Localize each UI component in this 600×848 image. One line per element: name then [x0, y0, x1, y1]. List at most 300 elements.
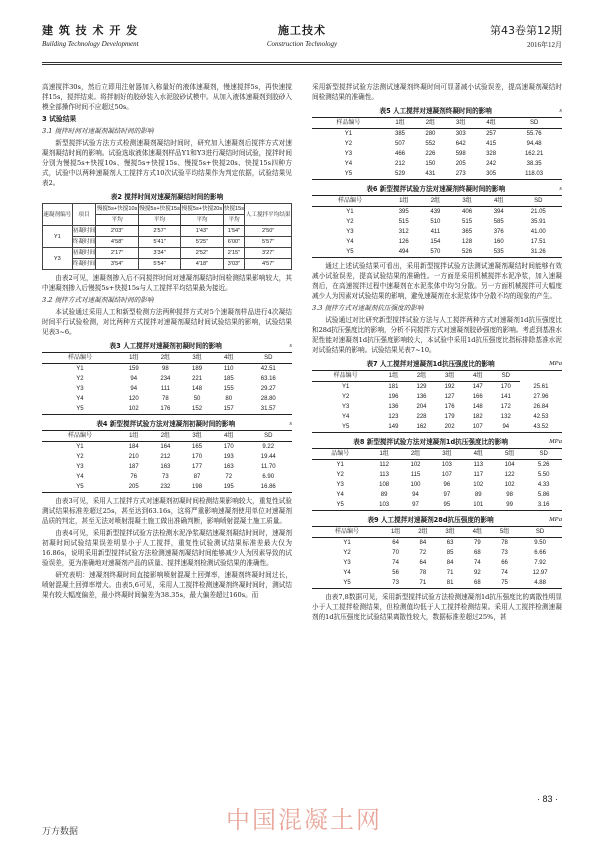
table-title: 表9 人工搅拌对速凝剂28d抗压强度的影响	[367, 516, 494, 524]
table-2	[42, 203, 292, 270]
table-cell: 415	[486, 141, 497, 147]
table-cell: 411	[430, 229, 441, 235]
table-cell: 103	[379, 502, 390, 508]
table-cell: 187	[128, 464, 139, 470]
paragraph: 新型搅拌试验方法方式检测速凝剂凝结时间时，研究加入速凝剂后搅拌方式对速凝剂凝结时间的影响。试验选取液体速凝剂样品Y1和Y3进行凝结时间试验，搅拌时间分别为慢搅5s+快搅10s、慢搅5s+快搅15s、慢搅5s+快搅20s、快搅15s四种方式，试验中以两种速凝剂人工搅拌方式10次试验平均结果作为判定依据，试验结果见表2。	[42, 139, 292, 187]
table-row	[312, 490, 562, 500]
table-cell: 163	[223, 464, 234, 470]
table-header-cell: 3组	[436, 371, 464, 382]
table-cell: 50	[193, 396, 201, 402]
table-cell: 63	[446, 540, 454, 546]
table-header-cell: 1组	[388, 196, 420, 207]
table-cell: 73	[392, 580, 399, 586]
paragraph: 研究表明：速凝剂终凝时间直接影响喷射混凝土回弹率，速凝剂终凝时间过长，喷射混凝土回弹率增大。由表5,6可见，采用人工搅拌检测速凝剂终凝时间时，测试结果有较大幅度偏差，最小终凝时间偏差为38.35s，最大偏差超过160s。而	[42, 571, 292, 599]
table-cell: 136	[416, 394, 427, 400]
table-cell: 136	[388, 404, 399, 410]
table-cell: 395	[398, 209, 409, 215]
table-cell: 84	[419, 540, 427, 546]
table-cell: 141	[500, 394, 511, 400]
table-cell: 92	[473, 570, 481, 576]
right-column	[312, 82, 562, 624]
table-cell: 107	[441, 472, 452, 478]
table-cell: 148	[472, 404, 483, 410]
table-row	[312, 470, 562, 480]
table-cell: 4'57"	[245, 259, 292, 270]
table-cell: 95	[443, 502, 451, 508]
page-header	[42, 22, 562, 62]
table-header-cell: 3组	[451, 196, 483, 207]
table-cell: 170	[500, 384, 511, 390]
table-row	[312, 207, 562, 218]
table-cell: 73	[501, 550, 508, 556]
paragraph: 由表4可见，采用新型搅拌试验方法检测水泥净浆凝结速凝剂凝结时间时，速凝剂初凝时间试验结果误差明显小于人工搅拌，重复性试验测试结果标准差最大仅为16.86s，说明采用新型搅拌试验方法检测速凝剂凝结时间能够减少人为因素导致的试验误差，更为准确地对速凝剂产品的质量、搅拌速凝剂检测试验结果的准确性。	[42, 529, 292, 567]
table-cell: 226	[425, 151, 436, 157]
table-cell: 1'54"	[223, 226, 245, 237]
table-cell: 72	[419, 550, 427, 556]
table-cell: 166	[472, 394, 483, 400]
table-cell: 31.57	[260, 406, 276, 412]
table-row	[312, 460, 562, 471]
section-title	[42, 22, 562, 48]
table-8	[312, 448, 562, 511]
table-cell: 172	[500, 404, 511, 410]
table-cell: 385	[395, 131, 406, 137]
table-cell: Y3	[76, 464, 84, 470]
table-cell: Y5	[344, 171, 353, 177]
table-cell: 74	[392, 560, 399, 566]
table-row	[312, 558, 562, 568]
table-cell: 149	[388, 424, 399, 430]
table-cell: 507	[395, 141, 406, 147]
table-unit: s	[559, 185, 562, 192]
issue-info	[490, 22, 562, 50]
table-cell: Y1	[76, 366, 84, 372]
table-cell: Y4	[336, 492, 344, 498]
table-cell: 68	[473, 580, 481, 586]
table-header-cell: SD	[518, 527, 562, 538]
table-cell: 585	[493, 219, 504, 225]
table-cell: Y4	[344, 161, 353, 167]
subsection-heading: 3.3 搅拌方式对速凝剂抗压强度的影响	[312, 304, 424, 312]
table-cell: 5'54"	[138, 259, 180, 270]
table-unit: MPa	[549, 360, 562, 367]
table-row	[312, 578, 562, 589]
table-cell: 196	[388, 394, 399, 400]
table-cell: 6.66	[534, 550, 546, 556]
table-cell: 162	[416, 424, 427, 430]
table-cell: 21.05	[530, 209, 546, 215]
table-cell: 118.03	[525, 171, 544, 177]
table-header-cell: 1组	[379, 371, 407, 382]
table-cell: 终凝时间	[72, 259, 96, 270]
table-cell: Y2	[343, 550, 351, 556]
table-cell: 205	[128, 484, 139, 490]
table-cell: 94.48	[526, 141, 542, 147]
table-caption	[312, 437, 562, 447]
table-cell: 85	[446, 550, 454, 556]
table-header-cell: 慢搅5s+快搅20s	[181, 204, 223, 215]
table-cell: 257	[486, 131, 497, 137]
table-header-cell: 1组	[382, 527, 409, 538]
table-subheader-cell: 平均	[96, 215, 138, 226]
table-header-cell: SD	[525, 449, 562, 460]
table-cell: 176	[160, 406, 171, 412]
table-row	[312, 538, 562, 549]
table-cell: 365	[462, 229, 473, 235]
table-cell: Y1	[76, 444, 84, 450]
table-cell: Y3	[343, 560, 351, 566]
table-cell: 123	[388, 414, 399, 420]
table-title: 表5 人工搅拌对速凝剂终凝时间的影响	[379, 107, 492, 115]
table-cell: 234	[160, 376, 171, 382]
table-cell: Y4	[342, 414, 350, 420]
table-header-cell: 样品编号	[312, 527, 382, 538]
table-cell: 170	[223, 444, 234, 450]
table-cell: 2'03"	[96, 226, 138, 237]
table-cell: 56	[392, 570, 399, 576]
table-header-cell: 2组	[150, 353, 182, 364]
table-row	[312, 412, 562, 422]
table-cell: 232	[160, 484, 171, 490]
table-cell: 74	[501, 570, 508, 576]
section-title-cn: 施工技术	[278, 24, 326, 37]
table-cell: 7.92	[534, 560, 546, 566]
table-cell: 28.80	[260, 396, 276, 402]
table-cell: 108	[379, 482, 390, 488]
table-cell: 127	[444, 394, 455, 400]
table-cell: 94	[130, 386, 138, 392]
table-cell: 27.96	[533, 394, 549, 400]
table-unit: s	[559, 107, 562, 114]
table-cell: 212	[395, 161, 406, 167]
table-cell: 102	[410, 462, 421, 468]
table-cell: 5'25"	[181, 237, 223, 248]
table-header-cell: 快搅15s	[223, 204, 245, 215]
table-header-cell: 4组	[483, 196, 515, 207]
table-cell: 132	[500, 414, 511, 420]
table-cell: 2'57"	[138, 226, 180, 237]
table-cell: 193	[223, 454, 234, 460]
table-cell: 117	[473, 472, 484, 478]
table-header-cell: 3组	[436, 527, 463, 538]
table-cell: 25.61	[533, 383, 549, 390]
table-cell: 17.51	[530, 239, 546, 245]
table-cell: 147	[472, 384, 483, 390]
table-cell: 204	[416, 404, 427, 410]
journal-title-en: Building Technology Development	[42, 40, 139, 48]
table-cell: 494	[398, 249, 409, 255]
subsection-heading: 3.2 搅拌方式对速凝剂凝结时间的影响	[42, 296, 154, 304]
table-cell: 9.22	[262, 444, 275, 450]
table-cell: 102	[504, 482, 515, 488]
table-cell: 89	[474, 492, 482, 498]
header-rule-bottom	[42, 64, 562, 65]
table-header-cell: 慢搅5s+快搅10s	[96, 204, 138, 215]
table-cell: 5.86	[537, 492, 550, 498]
table-cell: 526	[462, 249, 473, 255]
table-header-cell: 2组	[150, 431, 182, 442]
table-7	[312, 370, 562, 433]
table-row	[43, 226, 292, 237]
table-header-cell: 3组	[181, 431, 213, 442]
table-cell: 4.33	[537, 482, 550, 488]
table-header-cell: 4组	[463, 449, 494, 460]
table-title: 表4 新型搅拌试验方法对速凝剂初凝时间的影响	[96, 420, 236, 428]
table-cell: 4'18"	[181, 259, 223, 270]
table-cell: 205	[455, 161, 466, 167]
table-unit: MPa	[549, 516, 562, 523]
paragraph: 试验通过对比研究新型搅拌试验方法与人工搅拌两种方式对速凝剂1d抗压强度比和28d抗压强度比的影响，分析不同搅拌方式对速凝剂胶砂强度的影响。考虑到基准水泥性能对速凝剂1d抗压强度影响较大，本试验中采用1d抗压强度比指标排除基准水泥对试验结果的影响。试验结果见表7~10。	[312, 316, 562, 354]
table-row	[312, 129, 562, 140]
table-caption	[312, 359, 562, 369]
table-cell: 212	[160, 454, 171, 460]
table-cell: 5.26	[537, 462, 550, 468]
table-cell: 64	[419, 560, 427, 566]
table-header-cell: 样品编号	[312, 118, 385, 129]
table-row	[42, 364, 292, 375]
table-header-cell: 样品编号	[42, 431, 118, 442]
table-cell: 273	[455, 171, 466, 177]
table-row	[43, 259, 292, 270]
table-cell: 242	[486, 161, 497, 167]
table-6	[312, 195, 562, 258]
table-cell: 128	[462, 239, 473, 245]
table-row	[312, 500, 562, 511]
table-cell: 84	[446, 560, 454, 566]
table-cell: 41.00	[530, 229, 546, 235]
table-header-cell: SD	[245, 431, 292, 442]
table-header-cell: 2组	[409, 527, 436, 538]
table-cell: 74	[473, 560, 481, 566]
table-cell: 179	[444, 414, 455, 420]
paragraph: 由表7,8数据可见，采用新型搅拌试验方法检测速凝剂1d抗压强度比的离散性明显小于人工搅拌检测结果，但检测值均低于人工搅拌检测结果。采用人工搅拌检测速凝剂的1d抗压强度比试验结果离散性较大，数据标准差超过25%，甚	[312, 593, 562, 621]
table-cell: 198	[192, 484, 203, 490]
paragraph: 通过上述试验结果可看出，采用新型搅拌试验方法测试速凝剂凝结时间能够有效减小试验误差，提高试验结果的准确性。一方面是采用机械搅拌水泥净浆，加入速凝剂后，在高速搅拌过程中速凝剂在水泥浆体中均匀分散。另一方面机械搅拌可大幅度减少人为因素对试验结果的影响，避免速凝剂在水泥浆体中分散不均的现象的产生。	[312, 262, 562, 300]
table-cell: 79	[473, 540, 481, 546]
table-cell: 4'58"	[96, 237, 138, 248]
table-cell: 97	[443, 492, 451, 498]
table-header-cell: 样品编号	[42, 353, 118, 364]
table-cell: 177	[192, 464, 203, 470]
table-caption	[42, 341, 292, 351]
paragraph: 本试验通过采用人工和新型检测方法两种搅拌方式对5个速凝剂样品进行4次凝结时间平行试验检测，对比两种方式搅拌对速凝剂凝结时间试验结果的影响，试验结果见表3~6。	[42, 308, 292, 336]
table-header-cell: 4组	[464, 527, 491, 538]
table-cell: 154	[430, 239, 441, 245]
table-caption	[312, 184, 562, 194]
table-cell: 5'57"	[245, 237, 292, 248]
table-cell: 42.53	[533, 414, 549, 420]
table-cell: 68	[473, 550, 481, 556]
table-unit: MPa	[549, 438, 562, 445]
table-cell: 76	[130, 474, 138, 480]
table-cell: 184	[128, 444, 139, 450]
table-cell: 70	[392, 550, 399, 556]
table-row	[312, 422, 562, 433]
table-row	[312, 159, 562, 169]
table-cell: Y3	[76, 386, 84, 392]
table-cell: 115	[410, 472, 421, 478]
table-cell: Y3	[43, 248, 73, 270]
table-header-cell: 5组	[494, 449, 525, 460]
table-cell: Y1	[346, 209, 354, 215]
table-cell: 439	[430, 209, 441, 215]
table-row	[312, 237, 562, 247]
table-cell: 155	[223, 386, 234, 392]
table-cell: 6'00"	[223, 237, 245, 248]
table-cell: 221	[192, 376, 203, 382]
table-cell: 103	[441, 462, 452, 468]
table-row	[43, 237, 292, 248]
table-cell: 3'03"	[223, 259, 245, 270]
table-cell: Y3	[336, 482, 344, 488]
table-row	[42, 472, 292, 482]
table-cell: 104	[504, 462, 515, 468]
watermark: 中国混凝土网	[226, 806, 382, 834]
table-row	[42, 462, 292, 472]
table-cell: 165	[192, 444, 203, 450]
table-row	[42, 482, 292, 493]
table-cell: Y5	[346, 249, 354, 255]
table-cell: Y4	[346, 239, 354, 245]
table-cell: 63.16	[260, 376, 276, 382]
table-cell: 29.27	[260, 386, 276, 392]
table-cell: 初凝时间	[72, 226, 96, 237]
table-subheader-cell: 平均	[138, 215, 180, 226]
table-cell: 202	[444, 424, 455, 430]
subsection-heading: 3.1 搅拌时间对速凝剂凝结时间的影响	[42, 127, 154, 135]
table-cell: 98	[506, 492, 513, 498]
paragraph: 高速搅拌30s，然后立即用注射器加入称量好的液体速凝剂，慢速搅拌5s，再快速搅拌15s，搅拌结束。将拌制好的胶砂装入水泥胶砂试模中。从加入液体速凝剂到胶砂入模全部操作时间不应超过50s。	[42, 83, 292, 111]
table-cell: 89	[380, 492, 388, 498]
table-cell: 55.76	[526, 131, 542, 137]
footer-source: 万方数据	[42, 827, 79, 837]
table-cell: 1'43"	[181, 226, 223, 237]
paragraph: 由表2可见，速凝剂掺入后不同搅拌时间对速凝剂凝结时间检测结果影响较大，其中速凝剂掺入后慢搅5s+快搅15s与人工搅拌平均结果最为接近。	[42, 274, 292, 292]
table-row	[42, 442, 292, 453]
table-cell: 431	[425, 171, 436, 177]
table-header-cell: 5组	[491, 527, 518, 538]
table-header-cell: 1组	[118, 353, 150, 364]
table-cell: 75	[501, 580, 508, 586]
table-header-cell: 1组	[368, 449, 399, 460]
table-cell: 120	[128, 396, 139, 402]
table-cell: 3'27"	[245, 248, 292, 259]
table-row	[42, 404, 292, 415]
table-cell: 终凝时间	[72, 237, 96, 248]
table-title: 表6 新型搅拌试验方法对速凝剂终凝时间的影响	[366, 185, 506, 193]
table-cell: 535	[493, 249, 504, 255]
table-cell: 102	[473, 482, 484, 488]
table-cell: 529	[395, 171, 406, 177]
table-cell: 31.26	[530, 249, 546, 255]
table-cell: 80	[225, 396, 233, 402]
table-cell: 73	[162, 474, 169, 480]
table-cell: 2'15"	[223, 248, 245, 259]
table-subheader-cell: 平均	[223, 215, 245, 226]
table-cell: 394	[493, 209, 504, 215]
table-cell: Y1	[342, 384, 350, 390]
table-cell: 129	[416, 384, 427, 390]
table-cell: 157	[223, 406, 234, 412]
table-cell: 192	[444, 384, 455, 390]
table-cell: 5.50	[537, 472, 550, 478]
table-cell: 162.21	[524, 151, 544, 157]
table-cell: 16.86	[260, 484, 276, 490]
table-cell: 87	[193, 474, 201, 480]
table-title: 表3 人工搅拌对速凝剂初凝时间的影响	[109, 342, 222, 350]
table-header-cell: 2组	[400, 449, 431, 460]
table-header-cell: 1组	[385, 118, 415, 129]
table-cell: 280	[425, 131, 436, 137]
table-cell: Y5	[343, 580, 351, 586]
table-cell: 42.51	[260, 366, 276, 372]
header-rule-top	[42, 62, 562, 63]
table-header-cell: 4组	[213, 431, 245, 442]
table-row	[312, 548, 562, 558]
table-cell: Y5	[76, 484, 84, 490]
table-header-cell: 3组	[431, 449, 462, 460]
table-header-cell: 1组	[118, 431, 150, 442]
table-cell: 94	[130, 376, 138, 382]
table-header-cell: 品编号	[312, 449, 368, 460]
table-row	[43, 248, 292, 259]
table-row	[312, 139, 562, 149]
table-row	[312, 149, 562, 159]
table-row	[42, 374, 292, 384]
table-cell: 初凝时间	[72, 248, 96, 259]
table-cell: 570	[430, 249, 441, 255]
table-row	[42, 394, 292, 404]
issue-date: 2016年12月	[527, 41, 562, 49]
table-cell: 3'34"	[138, 248, 180, 259]
table-cell: 195	[223, 484, 234, 490]
table-cell: 4.88	[534, 580, 546, 586]
table-cell: 2'52"	[181, 248, 223, 259]
table-cell: 97	[412, 502, 419, 508]
table-cell: 9.50	[534, 540, 546, 546]
table-cell: 182	[472, 414, 483, 420]
table-9	[312, 526, 562, 589]
table-cell: 150	[425, 161, 436, 167]
table-cell: 303	[455, 131, 466, 137]
table-cell: 228	[416, 414, 427, 420]
table-cell: 107	[472, 424, 483, 430]
table-row	[312, 247, 562, 258]
table-cell: 100	[410, 482, 421, 488]
table-cell: 305	[486, 171, 497, 177]
table-row	[312, 392, 562, 402]
table-row	[312, 382, 562, 393]
table-cell: 176	[444, 404, 455, 410]
table-header-cell: 项目	[72, 204, 96, 226]
table-cell: 170	[192, 454, 203, 460]
table-header-cell: SD	[245, 353, 292, 364]
table-cell: 26.84	[533, 404, 549, 410]
table-cell: 110	[223, 366, 234, 372]
table-row	[312, 169, 562, 180]
table-cell: Y3	[344, 151, 353, 157]
table-header-cell: 速凝剂编号	[43, 204, 73, 226]
table-header-cell: SD	[506, 118, 562, 129]
table-cell: Y4	[76, 396, 84, 402]
journal-title-cn: 建 筑 技 术 开 发	[42, 24, 139, 37]
table-cell: 98	[162, 366, 169, 372]
table-cell: 81	[446, 580, 454, 586]
table-cell: 111	[160, 386, 170, 392]
table-cell: 64	[392, 540, 399, 546]
table-cell: Y1	[336, 462, 344, 468]
table-cell: Y5	[76, 406, 84, 412]
